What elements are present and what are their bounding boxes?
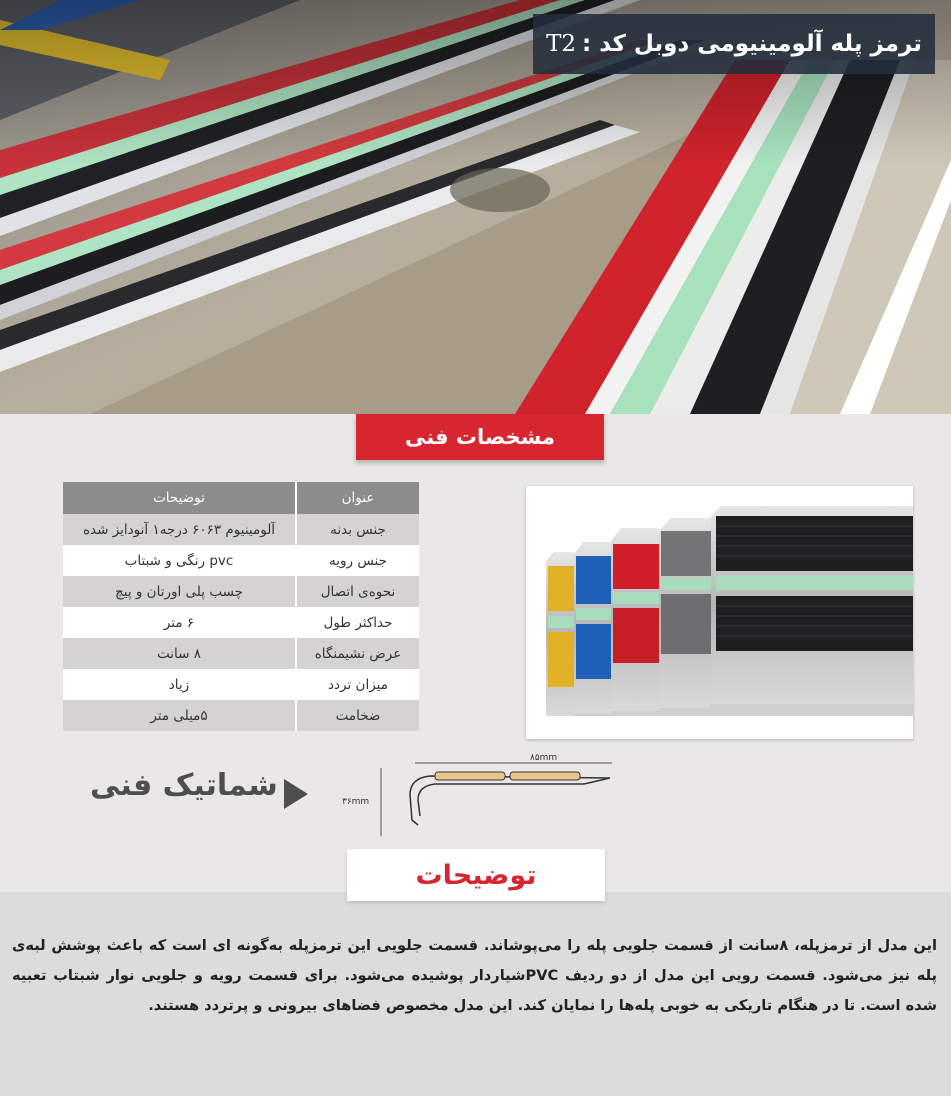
description-banner: توضیحات: [347, 849, 605, 901]
row-value: ۶ متر: [63, 607, 296, 638]
table-row: [63, 514, 419, 545]
row-label: جنس رویه: [296, 545, 419, 576]
specs-banner: مشخصات فنی: [356, 414, 604, 460]
row-value: ۸ سانت: [63, 638, 296, 669]
table-row: [63, 700, 419, 731]
table-row: [63, 607, 419, 638]
row-label: نحوه‌ی اتصال: [296, 576, 419, 607]
title-text: ترمز پله آلومینیومی دوبل کد :: [582, 31, 922, 57]
row-value: چسب پلی اورتان و پیچ: [63, 576, 296, 607]
row-value: pvc رنگی و شبتاب: [63, 545, 296, 576]
table-row: [63, 669, 419, 700]
product-photo: [526, 486, 913, 739]
row-label: جنس بدنه: [296, 514, 419, 545]
schematic-label: شماتیک فنی: [90, 768, 278, 803]
product-title: [533, 14, 935, 74]
specs-table: [63, 482, 419, 731]
row-value: زیاد: [63, 669, 296, 700]
table-row: [63, 576, 419, 607]
row-value: آلومینیوم ۶۰۶۳ درجه۱ آنودایز شده: [63, 514, 296, 545]
row-label: حداکثر طول: [296, 607, 419, 638]
description-text: این مدل از ترمزپله، ۸سانت از قسمت جلویی پله را می‌پوشاند. قسمت جلویی این ترمزپله به‌گونه ای است که باعث پوشش لبه‌ی پله نیز می‌شود. قسمت رویی این مدل از دو ردیف PVCشیاردار پوشیده می‌شود. برای قسمت رویه و جلویی نوار شبتاب تعبیه شده است. تا در هنگام تاریکی به خوبی پله‌ها را نمایان کند. این مدل مخصوص فضاهای بیرونی و پرتردد هستند.: [12, 937, 938, 1014]
column-desc-header: توضیحات: [63, 482, 296, 514]
product-code: T2: [546, 31, 577, 57]
width-dimension: ۸۵mm: [530, 753, 558, 763]
profile-schematic: [340, 750, 620, 840]
row-label: عرض نشیمنگاه: [296, 638, 419, 669]
table-row: [63, 545, 419, 576]
table-row: [63, 638, 419, 669]
row-label: میزان تردد: [296, 669, 419, 700]
play-arrow-icon: [284, 779, 308, 809]
height-dimension: ۳۶mm: [342, 797, 370, 807]
row-label: ضخامت: [296, 700, 419, 731]
column-title-header: عنوان: [296, 482, 419, 514]
row-value: ۵میلی متر: [63, 700, 296, 731]
